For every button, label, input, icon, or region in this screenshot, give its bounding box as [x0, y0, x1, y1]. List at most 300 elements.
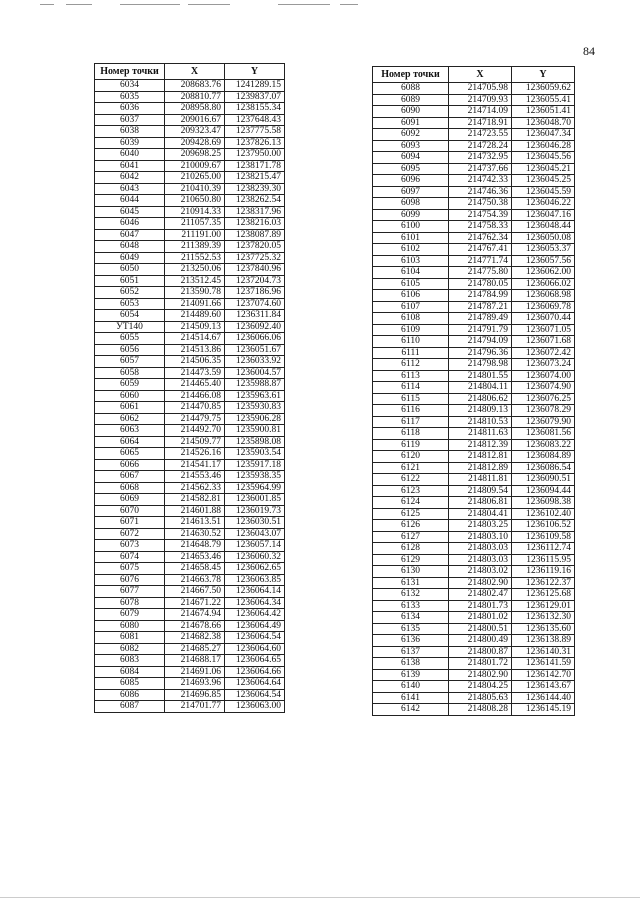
table-row	[95, 425, 285, 437]
table-row	[373, 359, 575, 371]
table-row	[95, 678, 285, 690]
y-coordinate-cell: 1236064.42	[225, 609, 285, 621]
point-number-cell: 6094	[373, 152, 449, 164]
y-coordinate-cell: 1236062.00	[512, 267, 575, 279]
point-number-cell: 6129	[373, 554, 449, 566]
x-coordinate-cell: 214803.25	[449, 520, 512, 532]
x-coordinate-cell: 214762.34	[449, 232, 512, 244]
point-number-cell: 6123	[373, 485, 449, 497]
x-coordinate-cell: 214667.50	[165, 586, 225, 598]
x-coordinate-cell: 214808.28	[449, 704, 512, 716]
point-number-cell: 6132	[373, 589, 449, 601]
x-coordinate-cell: 214802.90	[449, 577, 512, 589]
table-row	[373, 198, 575, 210]
y-coordinate-cell: 1236092.40	[225, 321, 285, 333]
y-coordinate-cell: 1236144.40	[512, 692, 575, 704]
x-coordinate-cell: 214691.06	[165, 666, 225, 678]
x-coordinate-cell: 214801.55	[449, 370, 512, 382]
y-coordinate-cell: 1235963.61	[225, 390, 285, 402]
y-coordinate-cell: 1236051.67	[225, 344, 285, 356]
x-coordinate-cell: 214750.38	[449, 198, 512, 210]
y-coordinate-cell: 1236053.37	[512, 244, 575, 256]
point-number-cell: 6061	[95, 402, 165, 414]
point-number-cell: 6113	[373, 370, 449, 382]
y-coordinate-cell: 1239837.07	[225, 91, 285, 103]
x-coordinate-cell: 214541.17	[165, 459, 225, 471]
header-x: X	[449, 67, 512, 83]
x-coordinate-cell: 214801.02	[449, 612, 512, 624]
x-coordinate-cell: 208683.76	[165, 80, 225, 92]
table-row	[373, 129, 575, 141]
point-number-cell: 6124	[373, 497, 449, 509]
table-row	[95, 160, 285, 172]
table-row	[373, 232, 575, 244]
x-coordinate-cell: 214809.13	[449, 405, 512, 417]
x-coordinate-cell: 214562.33	[165, 482, 225, 494]
table-row	[95, 471, 285, 483]
x-coordinate-cell: 214791.79	[449, 324, 512, 336]
table-row	[373, 393, 575, 405]
y-coordinate-cell: 1236132.30	[512, 612, 575, 624]
table-row	[95, 172, 285, 184]
point-number-cell: 6070	[95, 505, 165, 517]
y-coordinate-cell: 1236066.02	[512, 278, 575, 290]
table-row	[95, 137, 285, 149]
x-coordinate-cell: 214526.16	[165, 448, 225, 460]
table-row	[373, 209, 575, 221]
table-row	[373, 623, 575, 635]
point-number-cell: 6136	[373, 635, 449, 647]
table-row	[95, 126, 285, 138]
table-row	[95, 379, 285, 391]
table-row	[373, 94, 575, 106]
point-number-cell: 6042	[95, 172, 165, 184]
point-number-cell: 6063	[95, 425, 165, 437]
point-number-cell: 6049	[95, 252, 165, 264]
table-row	[95, 413, 285, 425]
table-row	[95, 80, 285, 92]
y-coordinate-cell: 1237820.05	[225, 241, 285, 253]
y-coordinate-cell: 1236055.41	[512, 94, 575, 106]
point-number-cell: 6041	[95, 160, 165, 172]
coordinates-table-left	[94, 63, 285, 713]
y-coordinate-cell: 1236071.68	[512, 336, 575, 348]
x-coordinate-cell: 214809.54	[449, 485, 512, 497]
table-row	[95, 218, 285, 230]
point-number-cell: 6060	[95, 390, 165, 402]
point-number-cell: 6128	[373, 543, 449, 555]
x-coordinate-cell: 214663.78	[165, 574, 225, 586]
x-coordinate-cell: 214466.08	[165, 390, 225, 402]
table-row	[95, 448, 285, 460]
table-row	[373, 175, 575, 187]
y-coordinate-cell: 1236062.65	[225, 563, 285, 575]
y-coordinate-cell: 1236063.00	[225, 701, 285, 713]
point-number-cell: 6117	[373, 416, 449, 428]
point-number-cell: 6135	[373, 623, 449, 635]
table-row	[95, 620, 285, 632]
table-row	[373, 140, 575, 152]
y-coordinate-cell: 1236060.32	[225, 551, 285, 563]
y-coordinate-cell: 1241289.15	[225, 80, 285, 92]
table-row	[95, 114, 285, 126]
point-number-cell: 6130	[373, 566, 449, 578]
table-row	[95, 436, 285, 448]
table-row	[373, 428, 575, 440]
x-coordinate-cell: 214682.38	[165, 632, 225, 644]
point-number-cell: 6089	[373, 94, 449, 106]
x-coordinate-cell: 213512.45	[165, 275, 225, 287]
x-coordinate-cell: 214705.98	[449, 83, 512, 95]
x-coordinate-cell: 214802.90	[449, 669, 512, 681]
x-coordinate-cell: 214696.85	[165, 689, 225, 701]
point-number-cell: 6082	[95, 643, 165, 655]
table-row	[373, 554, 575, 566]
x-coordinate-cell: 214801.72	[449, 658, 512, 670]
header-point-number: Номер точки	[373, 67, 449, 83]
scan-artifact-marks	[40, 4, 360, 8]
point-number-cell: 6119	[373, 439, 449, 451]
table-row	[95, 586, 285, 598]
x-coordinate-cell: 214728.24	[449, 140, 512, 152]
table-row	[373, 405, 575, 417]
point-number-cell: 6059	[95, 379, 165, 391]
x-coordinate-cell: 214506.35	[165, 356, 225, 368]
point-number-cell: 6078	[95, 597, 165, 609]
y-coordinate-cell: 1236081.56	[512, 428, 575, 440]
table-row	[373, 244, 575, 256]
x-coordinate-cell: 213250.06	[165, 264, 225, 276]
table-row	[373, 566, 575, 578]
point-number-cell: 6104	[373, 267, 449, 279]
table-row	[373, 462, 575, 474]
y-coordinate-cell: 1236070.44	[512, 313, 575, 325]
x-coordinate-cell: 214796.36	[449, 347, 512, 359]
point-number-cell: 6054	[95, 310, 165, 322]
point-number-cell: 6108	[373, 313, 449, 325]
point-number-cell: 6095	[373, 163, 449, 175]
x-coordinate-cell: 214803.10	[449, 531, 512, 543]
y-coordinate-cell: 1236057.56	[512, 255, 575, 267]
y-coordinate-cell: 1236045.56	[512, 152, 575, 164]
table-row	[95, 666, 285, 678]
y-coordinate-cell: 1238155.34	[225, 103, 285, 115]
y-coordinate-cell: 1237648.43	[225, 114, 285, 126]
x-coordinate-cell: 214658.45	[165, 563, 225, 575]
table-row	[373, 83, 575, 95]
x-coordinate-cell: 214709.93	[449, 94, 512, 106]
x-coordinate-cell: 214800.49	[449, 635, 512, 647]
x-coordinate-cell: 214804.41	[449, 508, 512, 520]
y-coordinate-cell: 1237204.73	[225, 275, 285, 287]
y-coordinate-cell: 1236045.25	[512, 175, 575, 187]
y-coordinate-cell: 1235938.35	[225, 471, 285, 483]
point-number-cell: 6090	[373, 106, 449, 118]
y-coordinate-cell: 1237775.58	[225, 126, 285, 138]
y-coordinate-cell: 1236102.40	[512, 508, 575, 520]
y-coordinate-cell: 1236143.67	[512, 681, 575, 693]
x-coordinate-cell: 214806.81	[449, 497, 512, 509]
table-row	[373, 117, 575, 129]
x-coordinate-cell: 214470.85	[165, 402, 225, 414]
y-coordinate-cell: 1236064.34	[225, 597, 285, 609]
table-row	[373, 163, 575, 175]
point-number-cell: 6074	[95, 551, 165, 563]
y-coordinate-cell: 1236073.24	[512, 359, 575, 371]
point-number-cell: 6101	[373, 232, 449, 244]
x-coordinate-cell: 214775.80	[449, 267, 512, 279]
y-coordinate-cell: 1236076.25	[512, 393, 575, 405]
table-row	[95, 287, 285, 299]
x-coordinate-cell: 214803.03	[449, 543, 512, 555]
point-number-cell: 6046	[95, 218, 165, 230]
y-coordinate-cell: 1235900.81	[225, 425, 285, 437]
table-row	[373, 370, 575, 382]
table-row	[373, 336, 575, 348]
header-y: Y	[225, 64, 285, 80]
table-row	[373, 347, 575, 359]
table-row	[373, 508, 575, 520]
y-coordinate-cell: 1236142.70	[512, 669, 575, 681]
point-number-cell: УТ140	[95, 321, 165, 333]
y-coordinate-cell: 1236125.68	[512, 589, 575, 601]
y-coordinate-cell: 1236086.54	[512, 462, 575, 474]
x-coordinate-cell: 214746.36	[449, 186, 512, 198]
y-coordinate-cell: 1236094.44	[512, 485, 575, 497]
x-coordinate-cell: 214771.74	[449, 255, 512, 267]
x-coordinate-cell: 210410.39	[165, 183, 225, 195]
table-row	[95, 206, 285, 218]
point-number-cell: 6093	[373, 140, 449, 152]
y-coordinate-cell: 1236064.54	[225, 689, 285, 701]
point-number-cell: 6140	[373, 681, 449, 693]
y-coordinate-cell: 1236064.64	[225, 678, 285, 690]
point-number-cell: 6040	[95, 149, 165, 161]
table-row	[373, 635, 575, 647]
table-row	[95, 264, 285, 276]
point-number-cell: 6091	[373, 117, 449, 129]
x-coordinate-cell: 214811.81	[449, 474, 512, 486]
point-number-cell: 6079	[95, 609, 165, 621]
point-number-cell: 6105	[373, 278, 449, 290]
point-number-cell: 6099	[373, 209, 449, 221]
point-number-cell: 6131	[373, 577, 449, 589]
y-coordinate-cell: 1236064.54	[225, 632, 285, 644]
y-coordinate-cell: 1238216.03	[225, 218, 285, 230]
y-coordinate-cell: 1236004.57	[225, 367, 285, 379]
point-number-cell: 6112	[373, 359, 449, 371]
table-row	[373, 658, 575, 670]
x-coordinate-cell: 214737.66	[449, 163, 512, 175]
table-row	[95, 459, 285, 471]
y-coordinate-cell: 1236059.62	[512, 83, 575, 95]
y-coordinate-cell: 1236135.60	[512, 623, 575, 635]
header-point-number: Номер точки	[95, 64, 165, 80]
x-coordinate-cell: 214513.86	[165, 344, 225, 356]
x-coordinate-cell: 214465.40	[165, 379, 225, 391]
y-coordinate-cell: 1236051.41	[512, 106, 575, 118]
table-row	[95, 597, 285, 609]
x-coordinate-cell: 211389.39	[165, 241, 225, 253]
point-number-cell: 6081	[95, 632, 165, 644]
table-row	[95, 574, 285, 586]
table-row	[95, 505, 285, 517]
x-coordinate-cell: 214810.53	[449, 416, 512, 428]
x-coordinate-cell: 210265.00	[165, 172, 225, 184]
y-coordinate-cell: 1236046.22	[512, 198, 575, 210]
x-coordinate-cell: 214806.62	[449, 393, 512, 405]
x-coordinate-cell: 214514.67	[165, 333, 225, 345]
x-coordinate-cell: 214767.41	[449, 244, 512, 256]
page-edge-line	[0, 897, 640, 898]
point-number-cell: 6065	[95, 448, 165, 460]
point-number-cell: 6086	[95, 689, 165, 701]
y-coordinate-cell: 1236048.44	[512, 221, 575, 233]
y-coordinate-cell: 1235964.99	[225, 482, 285, 494]
table-row	[373, 646, 575, 658]
point-number-cell: 6069	[95, 494, 165, 506]
table-row	[95, 701, 285, 713]
table-row	[373, 485, 575, 497]
table-row	[373, 221, 575, 233]
y-coordinate-cell: 1236033.92	[225, 356, 285, 368]
table-row	[95, 195, 285, 207]
table-row	[95, 367, 285, 379]
x-coordinate-cell: 214812.81	[449, 451, 512, 463]
x-coordinate-cell: 214685.27	[165, 643, 225, 655]
table-row	[95, 390, 285, 402]
x-coordinate-cell: 210650.80	[165, 195, 225, 207]
table-row	[373, 186, 575, 198]
x-coordinate-cell: 214701.77	[165, 701, 225, 713]
point-number-cell: 6066	[95, 459, 165, 471]
y-coordinate-cell: 1236079.90	[512, 416, 575, 428]
y-coordinate-cell: 1237840.96	[225, 264, 285, 276]
y-coordinate-cell: 1236112.74	[512, 543, 575, 555]
y-coordinate-cell: 1238087.89	[225, 229, 285, 241]
y-coordinate-cell: 1236030.51	[225, 517, 285, 529]
y-coordinate-cell: 1235988.87	[225, 379, 285, 391]
x-coordinate-cell: 214688.17	[165, 655, 225, 667]
point-number-cell: 6047	[95, 229, 165, 241]
table-row	[95, 149, 285, 161]
x-coordinate-cell: 214804.11	[449, 382, 512, 394]
y-coordinate-cell: 1236071.05	[512, 324, 575, 336]
y-coordinate-cell: 1236048.70	[512, 117, 575, 129]
y-coordinate-cell: 1236001.85	[225, 494, 285, 506]
x-coordinate-cell: 214780.05	[449, 278, 512, 290]
point-number-cell: 6053	[95, 298, 165, 310]
y-coordinate-cell: 1236046.28	[512, 140, 575, 152]
point-number-cell: 6058	[95, 367, 165, 379]
x-coordinate-cell: 214091.66	[165, 298, 225, 310]
x-coordinate-cell: 211057.35	[165, 218, 225, 230]
point-number-cell: 6073	[95, 540, 165, 552]
x-coordinate-cell: 214492.70	[165, 425, 225, 437]
table-row	[373, 313, 575, 325]
table-row	[373, 152, 575, 164]
y-coordinate-cell: 1236145.19	[512, 704, 575, 716]
x-coordinate-cell: 214693.96	[165, 678, 225, 690]
table-row	[95, 229, 285, 241]
y-coordinate-cell: 1236084.89	[512, 451, 575, 463]
point-number-cell: 6142	[373, 704, 449, 716]
header-y: Y	[512, 67, 575, 83]
x-coordinate-cell: 214789.49	[449, 313, 512, 325]
y-coordinate-cell: 1238215.47	[225, 172, 285, 184]
y-coordinate-cell: 1236045.59	[512, 186, 575, 198]
x-coordinate-cell: 214800.51	[449, 623, 512, 635]
point-number-cell: 6057	[95, 356, 165, 368]
x-coordinate-cell: 214630.52	[165, 528, 225, 540]
x-coordinate-cell: 208958.80	[165, 103, 225, 115]
point-number-cell: 6137	[373, 646, 449, 658]
point-number-cell: 6126	[373, 520, 449, 532]
coordinates-table-right	[372, 66, 575, 716]
point-number-cell: 6114	[373, 382, 449, 394]
point-number-cell: 6034	[95, 80, 165, 92]
x-coordinate-cell: 214479.75	[165, 413, 225, 425]
y-coordinate-cell: 1235903.54	[225, 448, 285, 460]
table-row	[373, 543, 575, 555]
point-number-cell: 6110	[373, 336, 449, 348]
x-coordinate-cell: 214784.99	[449, 290, 512, 302]
point-number-cell: 6133	[373, 600, 449, 612]
table-row	[95, 517, 285, 529]
y-coordinate-cell: 1236047.16	[512, 209, 575, 221]
x-coordinate-cell: 214812.89	[449, 462, 512, 474]
x-coordinate-cell: 214803.03	[449, 554, 512, 566]
x-coordinate-cell: 214671.22	[165, 597, 225, 609]
table-row	[95, 241, 285, 253]
x-coordinate-cell: 214553.46	[165, 471, 225, 483]
point-number-cell: 6087	[95, 701, 165, 713]
table-row	[95, 655, 285, 667]
point-number-cell: 6116	[373, 405, 449, 417]
point-number-cell: 6121	[373, 462, 449, 474]
point-number-cell: 6141	[373, 692, 449, 704]
y-coordinate-cell: 1236090.51	[512, 474, 575, 486]
point-number-cell: 6039	[95, 137, 165, 149]
x-coordinate-cell: 214803.02	[449, 566, 512, 578]
y-coordinate-cell: 1236122.37	[512, 577, 575, 589]
table-header-row	[95, 64, 285, 80]
y-coordinate-cell: 1236074.90	[512, 382, 575, 394]
x-coordinate-cell: 209698.25	[165, 149, 225, 161]
table-row	[373, 290, 575, 302]
x-coordinate-cell: 214802.47	[449, 589, 512, 601]
y-coordinate-cell: 1236098.38	[512, 497, 575, 509]
y-coordinate-cell: 1238317.96	[225, 206, 285, 218]
point-number-cell: 6100	[373, 221, 449, 233]
y-coordinate-cell: 1236064.66	[225, 666, 285, 678]
point-number-cell: 6120	[373, 451, 449, 463]
x-coordinate-cell: 211191.00	[165, 229, 225, 241]
y-coordinate-cell: 1236063.85	[225, 574, 285, 586]
table-row	[373, 106, 575, 118]
point-number-cell: 6056	[95, 344, 165, 356]
point-number-cell: 6050	[95, 264, 165, 276]
point-number-cell: 6044	[95, 195, 165, 207]
x-coordinate-cell: 209016.67	[165, 114, 225, 126]
point-number-cell: 6077	[95, 586, 165, 598]
y-coordinate-cell: 1238171.78	[225, 160, 285, 172]
y-coordinate-cell: 1237950.00	[225, 149, 285, 161]
table-row	[95, 643, 285, 655]
table-row	[373, 669, 575, 681]
point-number-cell: 6098	[373, 198, 449, 210]
table-row	[95, 563, 285, 575]
